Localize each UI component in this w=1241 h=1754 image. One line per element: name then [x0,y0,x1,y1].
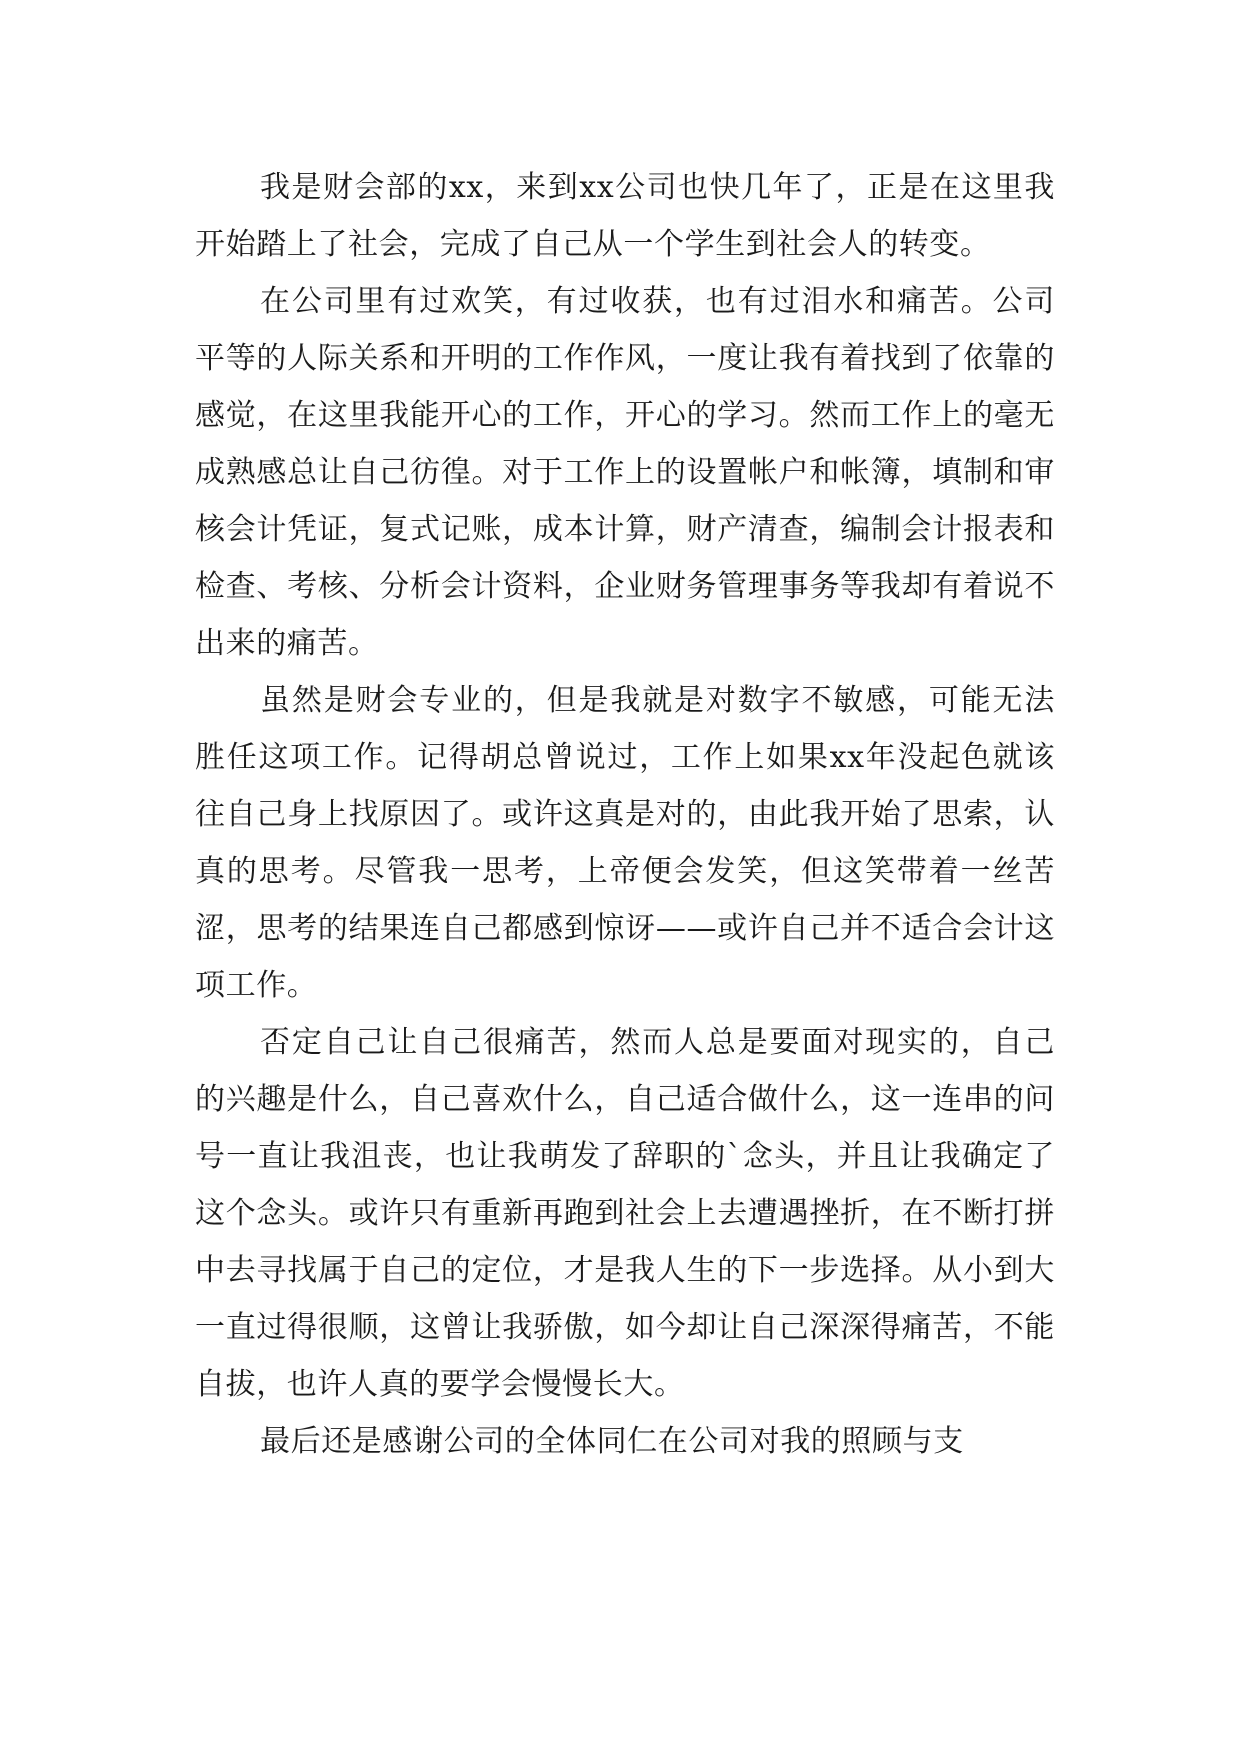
paragraph-5: 最后还是感谢公司的全体同仁在公司对我的照顾与支 [260,1424,964,1459]
paragraph-1: 我是财会部的xx，来到xx公司也快几年了，正是在这里我开始踏上了社会，完成了自己从一个学生到社会人的转变。 [195,170,1055,262]
paragraph-4: 否定自己让自己很痛苦，然而人总是要面对现实的，自己的兴趣是什么，自己喜欢什么，自己适合做什么，这一连串的问号一直让我沮丧，也让我萌发了辞职的`念头，并且让我确定了这个念头。或许只有重新再跑到社会上去遭遇挫折，在不断打拼中去寻找属于自己的定位，才是我人生的下一步选择。从小到大一直过得很顺，这曾让我骄傲，如今却让自己深深得痛苦，不能自拔，也许人真的要学会慢慢长大。 [195,1025,1055,1402]
paragraph-2: 在公司里有过欢笑，有过收获，也有过泪水和痛苦。公司平等的人际关系和开明的工作作风，一度让我有着找到了依靠的感觉，在这里我能开心的工作，开心的学习。然而工作上的毫无成熟感总让自己彷徨。对于工作上的设置帐户和帐簿，填制和审核会计凭证，复式记账，成本计算，财产清查，编制会计报表和检查、考核、分析会计资料，企业财务管理事务等我却有着说不出来的痛苦。 [195,284,1055,661]
document-body [195,159,1055,1470]
paragraph-3: 虽然是财会专业的，但是我就是对数字不敏感，可能无法胜任这项工作。记得胡总曾说过，工作上如果xx年没起色就该往自己身上找原因了。或许这真是对的，由此我开始了思索，认真的思考。尽管我一思考，上帝便会发笑，但这笑带着一丝苦涩，思考的结果连自己都感到惊讶——或许自己并不适合会计这项工作。 [195,683,1055,1003]
